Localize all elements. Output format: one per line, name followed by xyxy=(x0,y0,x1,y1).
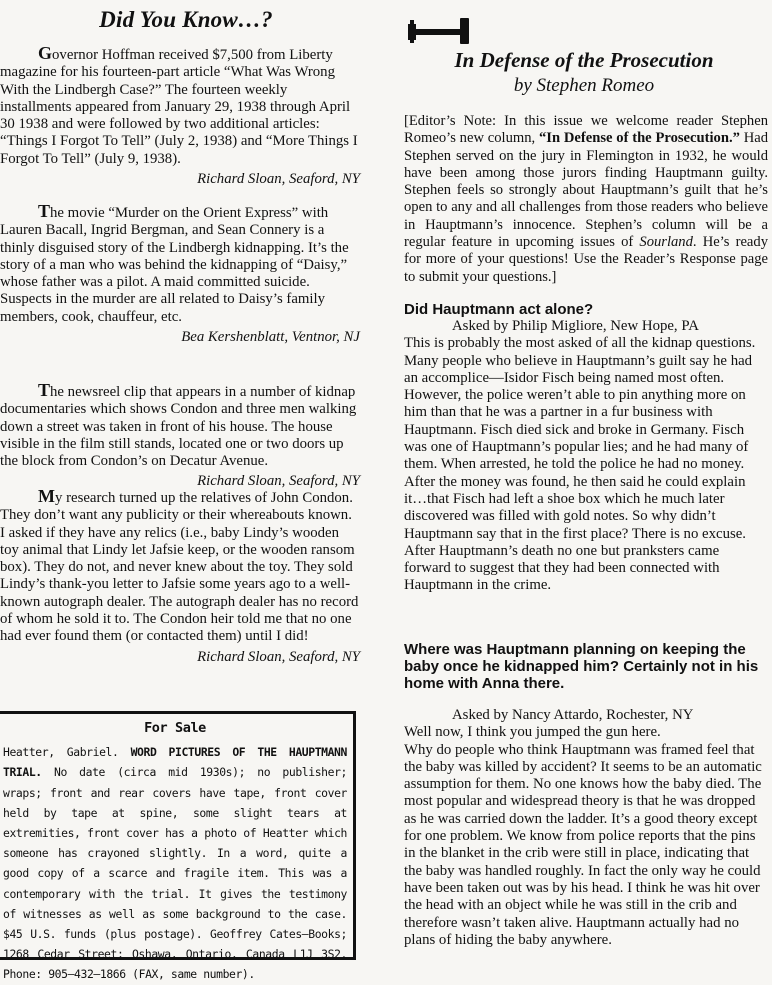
answer xyxy=(404,318,768,595)
answer-text: Why do people who think Hauptmann was framed feel that the baby was killed by accident? It seems to be an automatic assumption for them. No one knows how the baby died. The most popular and widespread theory is that he was dropped as he was carried down the ladder. It’s a good theory except for one problem. We know from police reports that the pins in the blanket in the crib were still in place, indicating that the baby was handled roughly. In fact the only way he could have been taken out was by his head. I think he was hit over the head with an object while he was still in the crib and therefore wasn’t taken alive. Hauptmann actually had no plans of hiding the baby anywhere. xyxy=(404,741,762,948)
right-column xyxy=(398,0,770,973)
editors-note-text: . He’s ready for more of your questions! Use the Reader’s Response page to submit your questions.] xyxy=(404,234,768,285)
item-text: overnor Hoffman received $7,500 from Liberty magazine for his fourteen-part article “What Was Wrong With the Lindbergh Case?” The fourteen weekly installments appeared from January 29, 1938 through April 30 1938 and were followed by two additional articles: “Things I Forgot To Tell” (July 2, 1938) and “More Things I Forgot To Tell” (July 9, 1938). xyxy=(0,47,358,167)
asked-by: Asked by Philip Migliore, New Hope, PA xyxy=(452,318,699,334)
for-sale-body: No date (circa mid 1930s); no publisher; wraps; front and rear covers have tape, front cover held by tape at spine, some slight tears at extremities, front cover has a photo of Heatter which someone has crayoned slightly. In a word, quite a good copy of a scarce and fragile item. This was a contemporary with the trial. It gives the testimony of witnesses as well as some background to the case. $45 U.S. funds (plus postage). Geoffrey Cates—Books; 1268 Cedar Street; Oshawa, Ontario, Canada L1J 3S2. Phone: 905—432—1866 (FAX, same number). xyxy=(3,765,347,982)
item-text: y research turned up the relatives of John Condon. They don’t want any publicity or their whereabouts known. I asked if they have any relics (i.e., baby Lindy’s wooden toy animal that Lindy let Jafsie keep, or the wooden ransom box). They do not, and never knew about the toy. They sold Lindy’s thank-you letter to Jafsie some years ago to a well-known autograph dealer. The autograph dealer has no record of whom he sold it to. The Condon heir told me that no one had ever found them (or contacted them) until I did! xyxy=(0,490,359,645)
did-you-know-item xyxy=(0,488,360,666)
item-text: he movie “Murder on the Orient Express” with Lauren Bacall, Ingrid Bergman, and Sean Connery is a thinly disguised story of the Lindbergh kidnapping. It’s the story of a man who was behind the kidnapping of “Daisy,” whose father was a pilot. A maid committed suicide. Suspects in the murder are all related to Daisy’s family members, cook, chauffeur, etc. xyxy=(0,205,349,325)
drop-letter: G xyxy=(38,43,53,63)
answer-text: This is probably the most asked of all the kidnap questions. Many people who believe in Hauptmann’s guilt say he had an accomplice—Isidor Fisch being named most often. However, the police weren’t able to pin anything more on him than that he was a partner in a fur business with Hauptmann. Fisch died sick and broke in Germany. Fisch was one of Hauptmann’s popular lies; and he had many of them. When arrested, he told the police he had no money. After the money was found, he then said he could explain it…that Fisch had left a shoe box which he much later discovered was filled with gold notes. So why didn’t Hauptmann say that in the first place? There is no excuse. After Hauptmann’s death no one but pranksters came forward to suggest that they had been connected with Hauptmann in the crime. xyxy=(404,335,756,594)
answer-intro: Well now, I think you jumped the gun here. xyxy=(404,724,661,741)
column-name: “In Defense of the Prosecution.” xyxy=(538,130,740,147)
magazine-name: Sourland xyxy=(639,234,693,251)
column-author: by Stephen Romeo xyxy=(513,75,655,96)
drop-letter: T xyxy=(38,380,51,400)
drop-letter: M xyxy=(38,486,55,506)
gavel-icon xyxy=(406,18,470,44)
editors-note-text: [Editor’s Note: In this issue we welcome reader Stephen Romeo’s new column, xyxy=(404,113,768,147)
drop-letter: T xyxy=(38,201,51,221)
for-sale-box xyxy=(0,711,356,982)
left-column xyxy=(0,0,372,982)
item-byline: Richard Sloan, Seaford, NY xyxy=(197,473,360,490)
item-byline: Bea Kershenblatt, Ventnor, NJ xyxy=(181,329,360,346)
item-text: he newsreel clip that appears in a number of kidnap documentaries which shows Condon and three men walking down a street was taken in front of his house. The house visible in the film still stands, located one or two doors up the block from Condon’s on Decatur Avenue. xyxy=(0,384,357,470)
for-sale-book-title: WORD PICTURES OF THE HAUPTMANN TRIAL. xyxy=(3,745,347,780)
asked-by: Asked by Nancy Attardo, Rochester, NY xyxy=(452,707,694,723)
item-byline: Richard Sloan, Seaford, NY xyxy=(197,648,360,665)
answer xyxy=(404,707,768,949)
item-byline: Richard Sloan, Seaford, NY xyxy=(197,171,360,188)
did-you-know-item xyxy=(0,45,360,188)
did-you-know-title: Did You Know…? xyxy=(99,7,273,32)
did-you-know-item xyxy=(0,203,360,346)
did-you-know-item xyxy=(0,382,360,491)
editors-note xyxy=(404,113,768,286)
column-title: In Defense of the Prosecution xyxy=(454,48,714,72)
question-heading: Where was Hauptmann planning on keeping the baby once he kidnapped him? Certainly not in his home with Anna there. xyxy=(404,641,759,692)
for-sale-heading: For Sale xyxy=(144,720,206,736)
question-heading: Did Hauptmann act alone? xyxy=(404,301,594,318)
editors-note-text: Had Stephen served on the jury in Flemington in 1932, he would have been among those jurors finding Hauptmann guilty. Stephen feels so strongly about Hauptmann’s guilt that he’s open to any and all challenges from those readers who believe in Hauptmann’s innocence. Stephen’s column will be a regular feature in upcoming issues of xyxy=(404,130,769,251)
for-sale-author: Heatter, Gabriel. xyxy=(3,745,119,760)
